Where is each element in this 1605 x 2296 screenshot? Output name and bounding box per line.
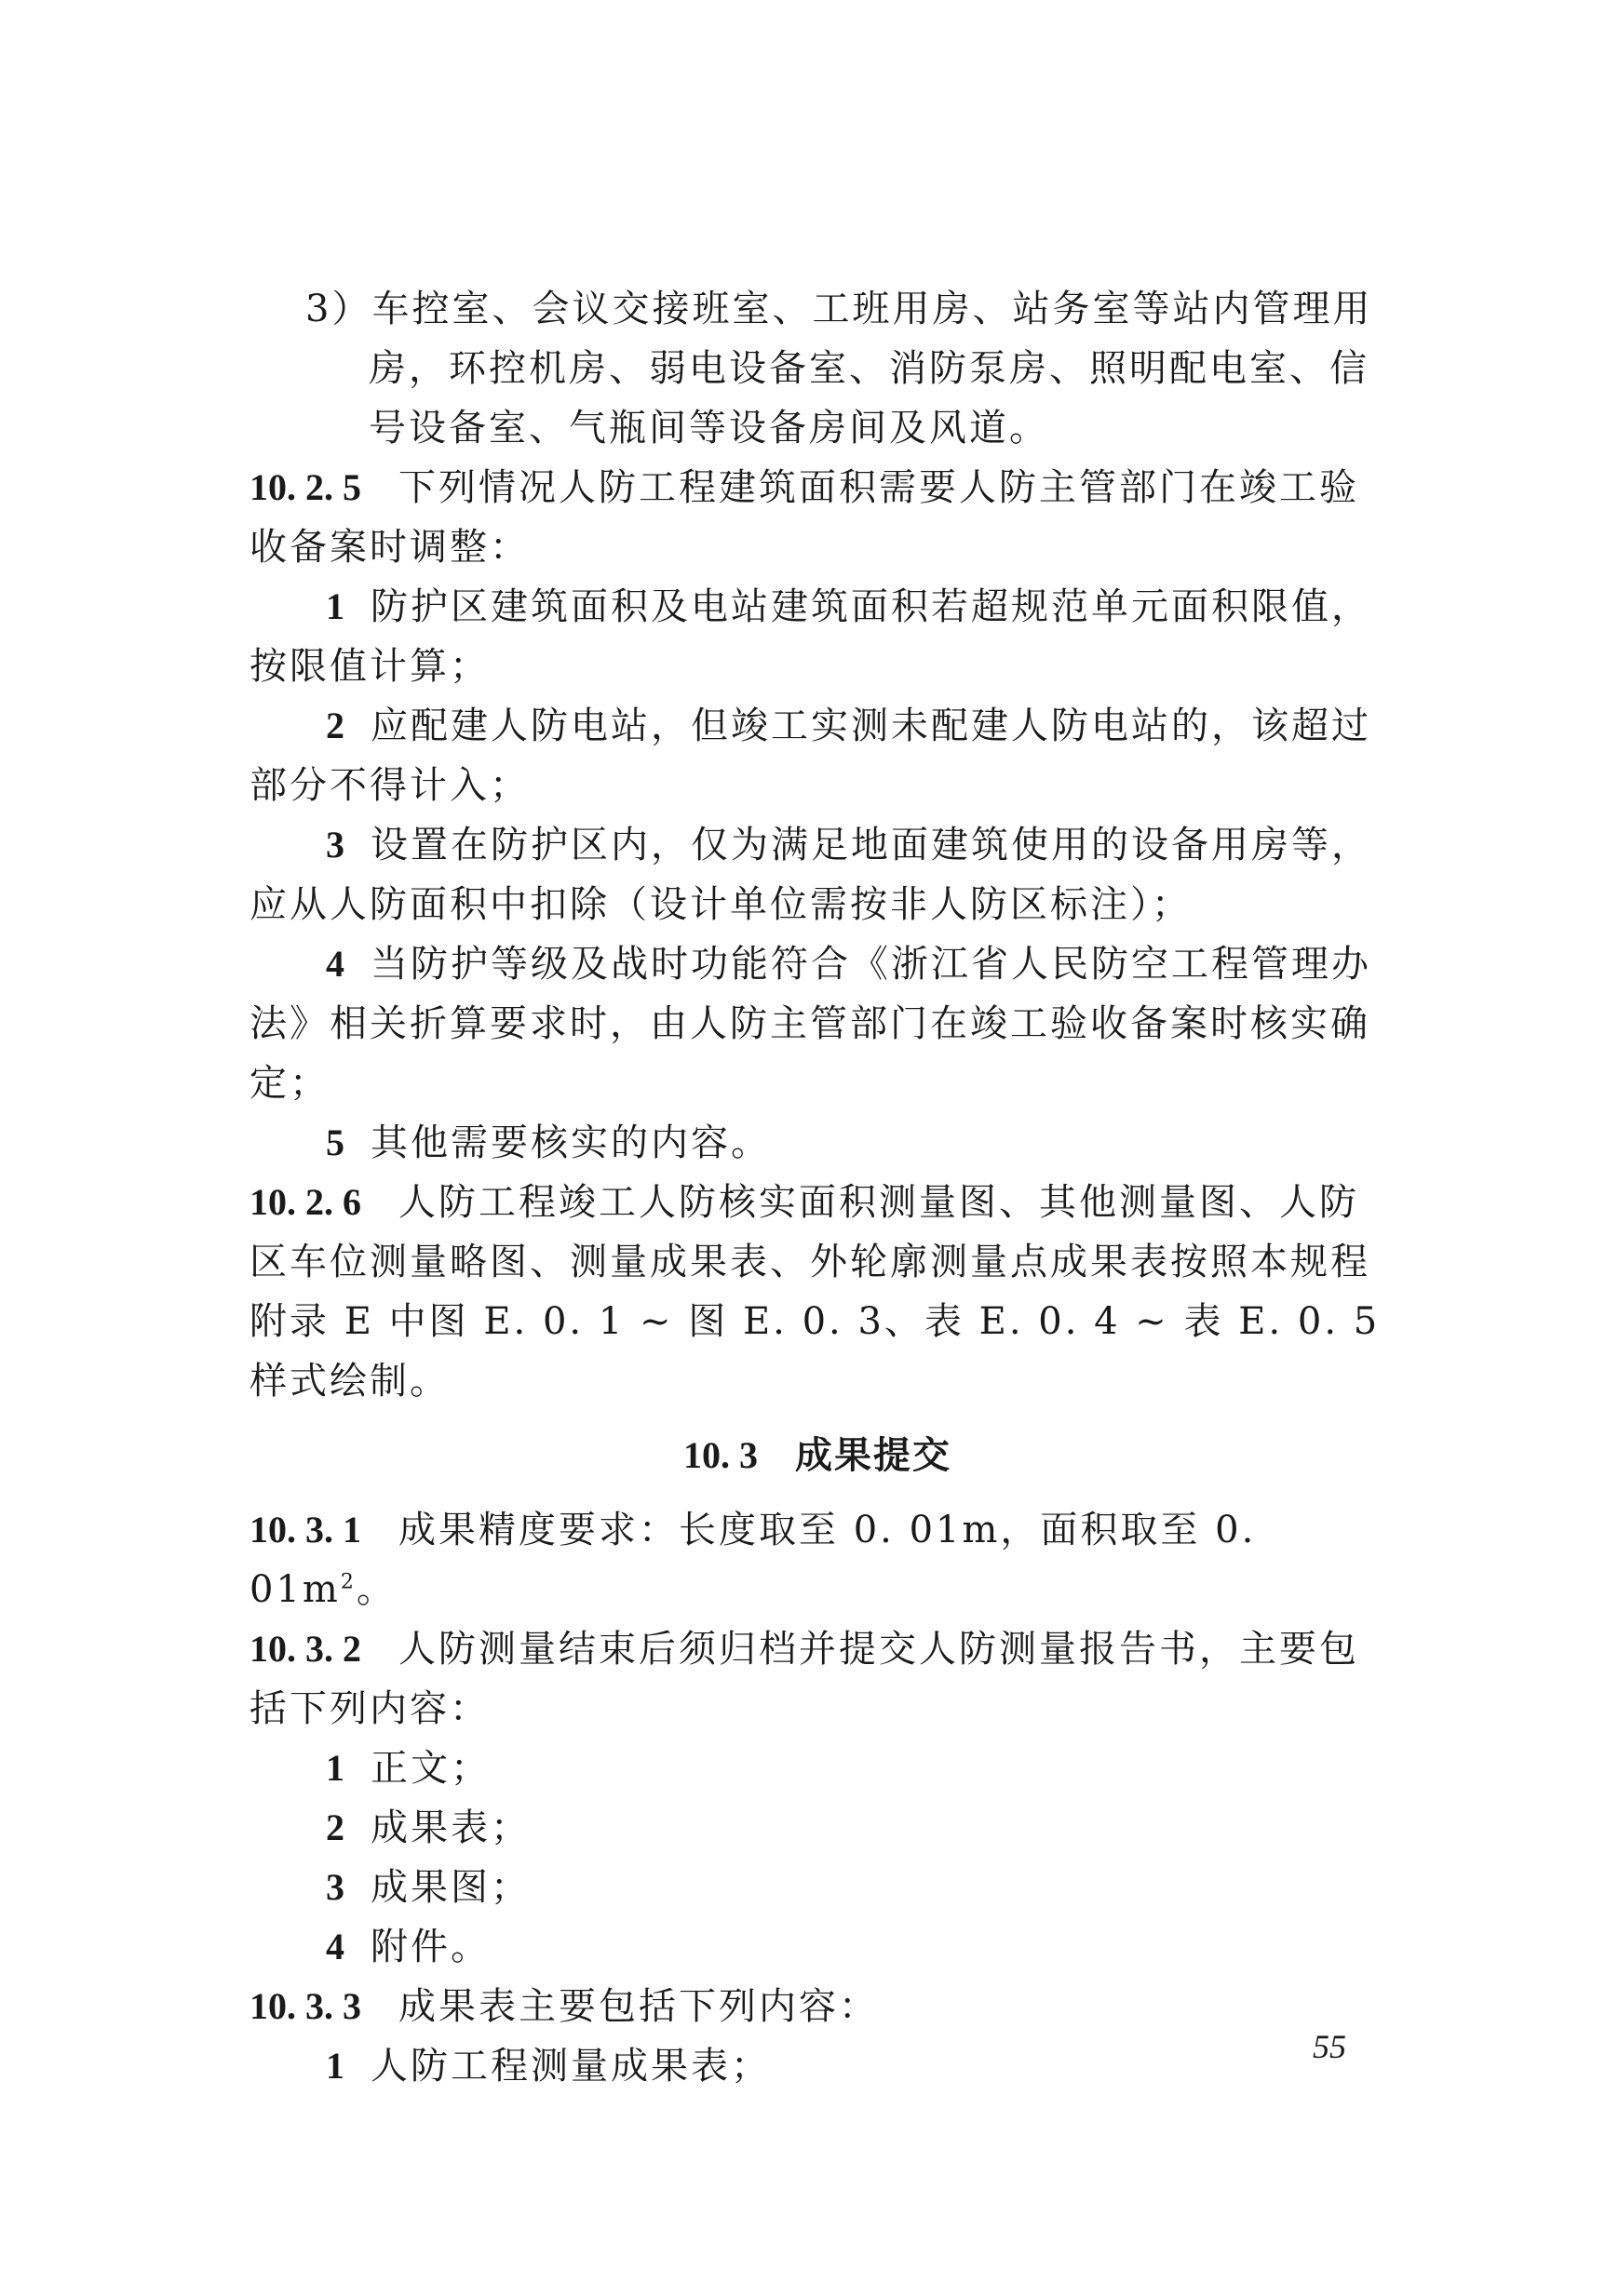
clause-10-3-3 (250, 1977, 1385, 2036)
clause-10-2-5-item-4 (250, 934, 1385, 1113)
item-number: 5 (326, 1121, 344, 1163)
clause-10-2-5 (250, 458, 1385, 577)
clause-number: 10. 2. 6 (250, 1181, 361, 1223)
section-heading-10-3 (250, 1426, 1385, 1485)
item-number: 4 (326, 943, 344, 985)
clause-10-2-5-item-5 (250, 1113, 1385, 1173)
item-text: 防护区建筑面积及电站建筑面积若超规范单元面积限值，按限值计算； (250, 585, 1371, 688)
item-number: 3 (326, 824, 344, 866)
clause-text: 成果表主要包括下列内容： (398, 1985, 879, 2028)
clause-10-3-2-item-1 (250, 1739, 1385, 1798)
item-number: 3 (326, 1866, 344, 1908)
sub-item-label: 3） (305, 288, 372, 330)
item-text: 其他需要核实的内容。 (371, 1121, 771, 1164)
section-number: 10. 3 (683, 1434, 758, 1476)
item-text: 人防工程测量成果表； (371, 2045, 771, 2088)
clause-10-3-2 (250, 1619, 1385, 1739)
item-text: 附件。 (371, 1926, 491, 1968)
sub-item-text: 车控室、会议交接班室、工班用房、站务室等站内管理用房，环控机房、弱电设备室、消防泵房、照明配电室、信号设备室、气瓶间等设备房间及风道。 (369, 288, 1373, 450)
item-number: 1 (326, 1747, 344, 1789)
clause-number: 10. 3. 3 (250, 1985, 361, 2027)
superscript: 2 (340, 1570, 357, 1594)
page-number: 55 (1313, 2028, 1346, 2065)
clause-10-3-3-item-1 (250, 2036, 1385, 2096)
item-text: 设置在防护区内，仅为满足地面建筑使用的设备用房等，应从人防面积中扣除（设计单位需按非人防区标注）； (250, 824, 1371, 926)
clause-number: 10. 3. 1 (250, 1509, 361, 1551)
clause-text: 成果精度要求：长度取至 0. 01m，面积取至 0. 01m (250, 1509, 1257, 1611)
item-number: 1 (326, 2045, 344, 2087)
clause-10-3-1 (250, 1500, 1385, 1619)
section-title: 成果提交 (795, 1434, 951, 1477)
item-text: 正文； (371, 1747, 491, 1790)
clause-10-3-2-item-4 (250, 1917, 1385, 1977)
clause-10-3-2-item-2 (250, 1798, 1385, 1858)
clause-10-2-5-item-2 (250, 696, 1385, 815)
item-number: 2 (326, 1806, 344, 1848)
clause-text: 下列情况人防工程建筑面积需要人防主管部门在竣工验收备案时调整： (250, 466, 1359, 569)
item-text: 成果图； (371, 1866, 531, 1909)
clause-10-2-5-item-3 (250, 815, 1385, 934)
item-number: 4 (326, 1926, 344, 1967)
item-number: 2 (326, 705, 344, 746)
clause-text: 人防测量结束后须归档并提交人防测量报告书，主要包括下列内容： (250, 1628, 1359, 1730)
clause-number: 10. 3. 2 (250, 1628, 361, 1670)
clause-10-2-6 (250, 1173, 1385, 1411)
item-text: 成果表； (371, 1806, 531, 1849)
clause-number: 10. 2. 5 (250, 466, 361, 508)
sub-item-3 (250, 279, 1385, 458)
clause-10-3-2-item-3 (250, 1858, 1385, 1917)
clause-tail: 。 (356, 1568, 397, 1611)
clause-text: 人防工程竣工人防核实面积测量图、其他测量图、人防区车位测量略图、测量成果表、外轮廓测量点成果表按照本规程附录 E 中图 E. 0. 1 ~ 图 E. 0. 3、表 E. 0. 4 ~ 表 E. 0. 5 样式绘制。 (250, 1181, 1381, 1403)
document-page (250, 279, 1385, 2096)
item-number: 1 (326, 585, 344, 627)
item-text: 应配建人防电站，但竣工实测未配建人防电站的，该超过部分不得计入； (250, 705, 1371, 807)
clause-10-2-5-item-1 (250, 577, 1385, 696)
item-text: 当防护等级及战时功能符合《浙江省人民防空工程管理办法》相关折算要求时，由人防主管部门在竣工验收备案时核实确定； (250, 943, 1371, 1105)
